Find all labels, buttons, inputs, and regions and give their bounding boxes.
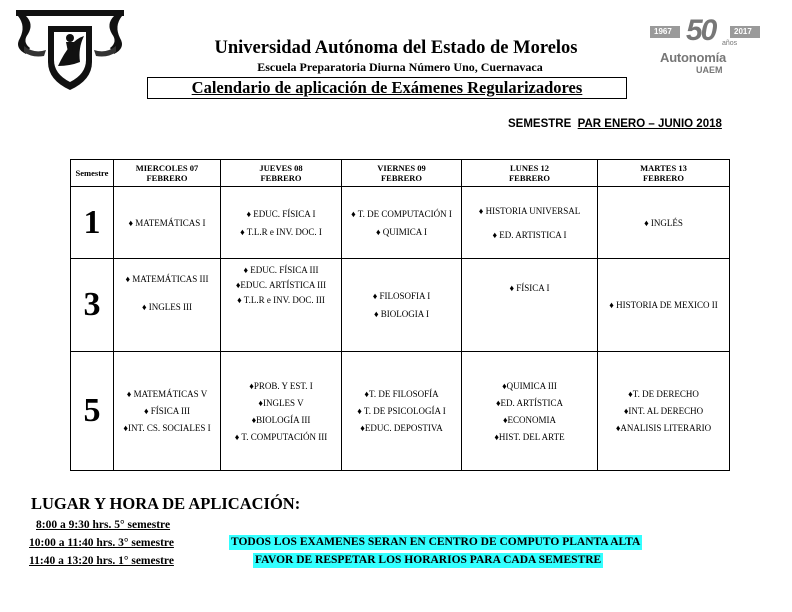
logo-anios: años	[722, 40, 738, 47]
table-row	[71, 187, 730, 259]
subject: ♦ T.L.R e INV. DOC. III	[237, 295, 325, 305]
table-cell	[598, 187, 730, 259]
semester-line	[508, 118, 722, 130]
column-header: VIERNES 09 FEBRERO	[342, 160, 462, 187]
semester-number: 1	[71, 187, 114, 259]
exam-schedule-table	[70, 159, 730, 471]
subject: ♦BIOLOGÍA III	[251, 414, 311, 425]
subject: ♦INGLES V	[258, 397, 304, 408]
semester-number: 5	[71, 352, 114, 471]
subject: ♦ HISTORIA DE MEXICO II	[609, 300, 718, 310]
semester-value: PAR ENERO – JUNIO 2018	[577, 118, 722, 130]
subject: ♦ ED. ARTISTICA I	[492, 229, 567, 240]
table-header-row	[71, 160, 730, 187]
subject: ♦HIST. DEL ARTE	[494, 431, 565, 442]
table-cell	[221, 259, 342, 352]
university-title: Universidad Autónoma del Estado de Morelos	[214, 38, 578, 58]
notice-computer-center: TODOS LOS EXAMENES SERAN EN CENTRO DE COMPUTO PLANTA ALTA	[231, 536, 641, 548]
table-cell	[114, 187, 221, 259]
semester-number: 3	[71, 259, 114, 352]
table-cell	[114, 352, 221, 471]
subject: ♦ EDUC. FÍSICA III	[243, 265, 319, 275]
hour-line: 11:40 a 13:20 hrs. 1° semestre	[29, 555, 174, 567]
hour-line: 8:00 a 9:30 hrs. 5° semestre	[36, 519, 171, 531]
subject: ♦ QUIMICA I	[375, 226, 428, 237]
subject: ♦INT. CS. SOCIALES I	[123, 423, 211, 433]
hour-line: 10:00 a 11:40 hrs. 3° semestre	[29, 537, 174, 549]
subject: ♦ INGLÉS	[644, 217, 683, 228]
column-header: MARTES 13 FEBRERO	[598, 160, 730, 187]
location-heading: LUGAR Y HORA DE APLICACIÓN:	[31, 494, 301, 513]
subject: ♦PROB. Y EST. I	[249, 380, 313, 391]
school-name: Escuela Preparatoria Diurna Número Uno, Cuernavaca	[257, 60, 543, 74]
table-cell	[342, 259, 462, 352]
table-row	[71, 259, 730, 352]
logo-year-end: 2017	[734, 27, 752, 36]
subject: ♦ MATEMÁTICAS III	[125, 274, 209, 284]
subject: ♦T. DE DERECHO	[628, 389, 699, 399]
subject: ♦ T. DE COMPUTACIÓN I	[351, 208, 452, 219]
subject: ♦ FILOSOFIA I	[372, 291, 431, 301]
semester-column-header: Semestre	[71, 160, 114, 187]
subject: ♦ECONOMIA	[502, 414, 557, 425]
subject: ♦ FÍSICA I	[509, 283, 550, 293]
logo-number: 50	[686, 14, 716, 47]
table-row	[71, 352, 730, 471]
subject: ♦ FÍSICA III	[143, 406, 191, 416]
subject: ♦ HISTORIA UNIVERSAL	[478, 205, 581, 216]
column-header: LUNES 12 FEBRERO	[462, 160, 598, 187]
table-cell	[342, 187, 462, 259]
logo-year-start: 1967	[654, 27, 672, 36]
table-cell	[221, 352, 342, 471]
subject: ♦ BIOLOGIA I	[373, 309, 430, 319]
subject: ♦ T.L.R e INV. DOC. I	[240, 226, 322, 237]
calendar-title: Calendario de aplicación de Exámenes Regularizadores	[147, 77, 627, 99]
subject: ♦T. DE FILOSOFÍA	[364, 389, 439, 399]
subject: ♦ MATEMÁTICAS V	[126, 389, 208, 399]
table-cell	[114, 259, 221, 352]
semester-label: SEMESTRE	[508, 118, 572, 130]
subject: ♦ T. DE PSICOLOGÍA I	[357, 406, 446, 416]
table-cell	[462, 259, 598, 352]
subject: ♦ANALISIS LITERARIO	[615, 423, 712, 433]
subject: ♦EDUC. DEPOSTIVA	[360, 423, 443, 433]
subject: ♦ T. COMPUTACIÓN III	[234, 431, 328, 442]
notice-respect-schedule: FAVOR DE RESPETAR LOS HORARIOS PARA CADA SEMESTRE	[255, 554, 602, 566]
subject: ♦EDUC. ARTÍSTICA III	[235, 280, 327, 290]
subject: ♦INT. AL DERECHO	[623, 406, 704, 416]
logo-acronym: UAEM	[696, 65, 723, 75]
logo-name: Autonomía	[660, 50, 727, 65]
table-cell	[598, 259, 730, 352]
table-cell	[462, 352, 598, 471]
subject: ♦ MATEMÁTICAS I	[128, 217, 206, 228]
subject: ♦ INGLES III	[141, 302, 193, 312]
subject: ♦QUIMICA III	[502, 380, 557, 391]
table-cell	[221, 187, 342, 259]
table-cell	[462, 187, 598, 259]
subject: ♦ EDUC. FÍSICA I	[246, 208, 316, 219]
subject: ♦ED. ARTÍSTICA	[495, 397, 564, 408]
table-cell	[598, 352, 730, 471]
column-header: JUEVES 08 FEBRERO	[221, 160, 342, 187]
column-header: MIERCOLES 07 FEBRERO	[114, 160, 221, 187]
table-cell	[342, 352, 462, 471]
